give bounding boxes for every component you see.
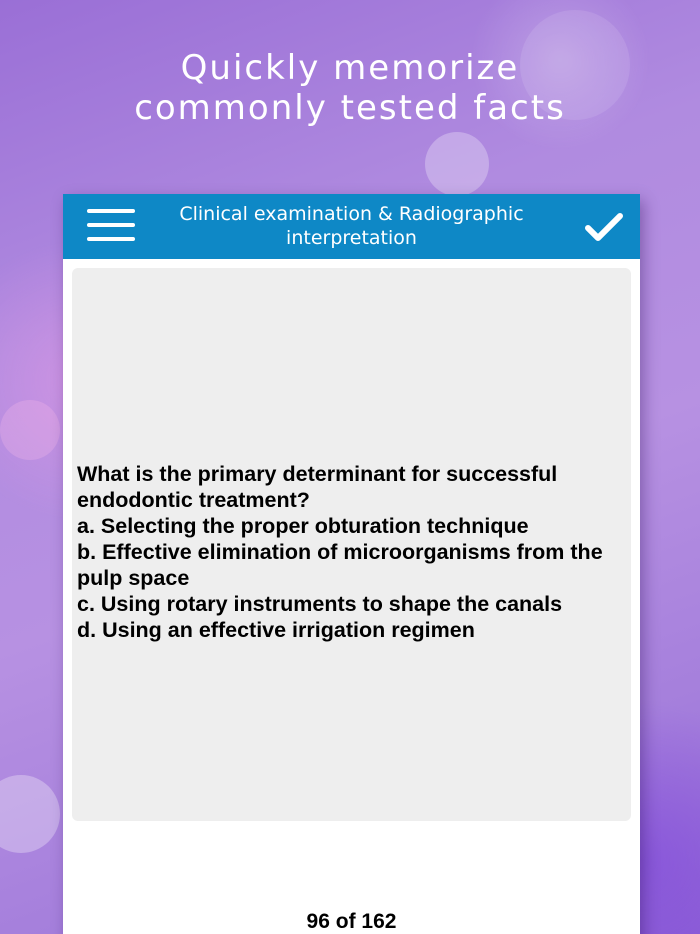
answer-option-a: a. Selecting the proper obturation technique xyxy=(77,514,529,538)
card-counter: 96 of 162 xyxy=(306,910,397,933)
question-stem: What is the primary determinant for successful endodontic treatment? xyxy=(77,462,558,512)
promo-headline-line-1: Quickly memorize xyxy=(180,48,520,88)
flashcard xyxy=(63,194,640,934)
promo-headline-line-2: commonly tested facts xyxy=(134,88,566,128)
question-text xyxy=(77,461,629,643)
promo-headline xyxy=(0,48,700,128)
question-panel[interactable] xyxy=(72,268,631,821)
background-bokeh xyxy=(0,775,60,853)
flashcard-topbar xyxy=(63,194,640,259)
category-title: Clinical examination & Radiographic interpretation xyxy=(179,203,524,249)
hamburger-menu-icon[interactable] xyxy=(87,209,135,243)
background-bokeh xyxy=(425,132,489,196)
answer-option-b: b. Effective elimination of microorganisms from the pulp space xyxy=(77,540,603,590)
answer-option-d: d. Using an effective irrigation regimen xyxy=(77,618,475,642)
background-bokeh xyxy=(0,400,60,460)
answer-option-c: c. Using rotary instruments to shape the canals xyxy=(77,592,563,616)
checkmark-icon[interactable] xyxy=(585,212,623,242)
